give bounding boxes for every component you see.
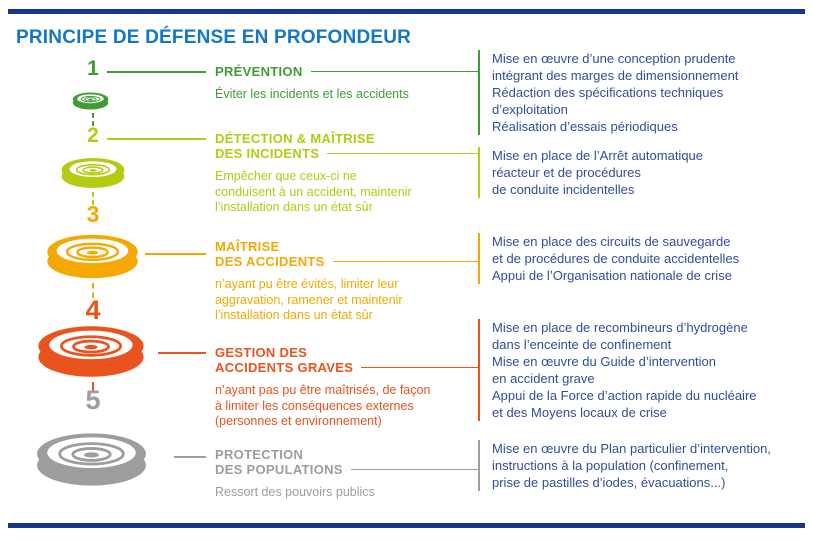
measure-line: et des Moyens locaux de crise: [492, 405, 667, 420]
level-3-title: MAÎTRISE: [215, 239, 280, 254]
level-2-measures: [478, 147, 804, 198]
level-2-number: 2: [87, 124, 99, 147]
measure-line: Appui de l’Organisation nationale de crise: [492, 268, 732, 283]
level-2-trailing-line: [327, 153, 478, 154]
measure-line: Mise en œuvre du Guide d’intervention: [492, 354, 717, 369]
level-5-title: PROTECTION: [215, 447, 304, 462]
measure-line: en accident grave: [492, 371, 595, 386]
level-2-title-line2: DES INCIDENTS: [215, 146, 320, 161]
level-4-label: [215, 345, 478, 430]
level-5-label: [215, 447, 478, 501]
measure-line: dans l’enceinte de confinement: [492, 337, 672, 352]
level-2-desc: Empêcher que ceux-ci ne: [215, 169, 357, 183]
level-4-measures: [478, 319, 804, 421]
level-4-title: GESTION DES: [215, 345, 308, 360]
level-5-connector-line: [174, 456, 206, 458]
level-3-trailing-line: [333, 261, 478, 262]
level-2-connector-line: [107, 138, 206, 140]
level-5-number: 5: [85, 385, 101, 415]
level-2-desc: l’installation dans un état sûr: [215, 200, 373, 214]
measure-line: Mise en œuvre du Plan particulier d’intervention,: [492, 441, 771, 456]
measure-line: Appui de la Force d’action rapide du nucléaire: [492, 388, 757, 403]
measure-line: d’exploitation: [492, 102, 568, 117]
level-1-title: PRÉVENTION: [215, 64, 303, 79]
measure-line: réacteur et de procédures: [492, 165, 641, 180]
measure-line: de conduite incidentelles: [492, 182, 635, 197]
level-4-trailing-line: [361, 367, 478, 368]
top-divider-bar: [8, 9, 805, 14]
measure-line: Réalisation d’essais périodiques: [492, 119, 678, 134]
measure-line: et de procédures de conduite accidentelles: [492, 251, 740, 266]
level-5-measures: [478, 440, 804, 491]
page-title: PRINCIPE DE DÉFENSE EN PROFONDEUR: [16, 27, 412, 48]
level-4-desc: (personnes et environnement): [215, 414, 382, 428]
measure-line: Mise en place des circuits de sauvegarde: [492, 234, 731, 249]
level-3-number: 3: [86, 201, 100, 227]
level-2-desc: conduisent à un accident, maintenir: [215, 184, 412, 199]
level-1-connector-line: [107, 71, 206, 73]
level-3-label: [215, 239, 478, 324]
level-2-label: [215, 131, 478, 216]
measure-line: Mise en place de recombineurs d’hydrogène: [492, 320, 748, 335]
level-5-title-line2: DES POPULATIONS: [215, 462, 343, 477]
measure-line: Mise en œuvre d’une conception prudente: [492, 51, 736, 66]
level-3-measures: [478, 233, 804, 284]
measure-line: prise de pastilles d’iodes, évacuations...): [492, 475, 726, 490]
measure-line: intégrant des marges de dimensionnement: [492, 68, 739, 83]
measure-line: Rédaction des spécifications techniques: [492, 85, 724, 100]
level-4-disc-icon: [30, 323, 152, 380]
measure-line: instructions à la population (confinement,: [492, 458, 729, 473]
level-1-disc-icon: [72, 91, 109, 111]
level-3-connector-line: [145, 253, 206, 255]
level-4-title-line2: ACCIDENTS GRAVES: [215, 360, 354, 375]
level-2-title: DÉTECTION & MAÎTRISE: [215, 131, 375, 146]
measure-line: Mise en place de l’Arrêt automatique: [492, 148, 704, 163]
level-4-desc: à limiter les conséquences externes: [215, 398, 414, 413]
level-3-title-line2: DES ACCIDENTS: [215, 254, 325, 269]
level-5-trailing-line: [351, 469, 478, 470]
level-4-number: 4: [85, 295, 101, 325]
level-5-disc-icon: [15, 430, 168, 489]
level-3-desc: l’installation dans un état sûr: [215, 308, 373, 322]
level-3-desc: n’ayant pu être évités, limiter leur: [215, 277, 399, 291]
level-1-desc: Éviter les incidents et les accidents: [215, 87, 409, 101]
level-3-desc: aggravation, ramener et maintenir: [215, 292, 403, 307]
level-4-desc: n’ayant pas pu être maîtrisés, de façon: [215, 383, 431, 397]
bottom-divider-bar: [8, 523, 805, 528]
level-5-desc: Ressort des pouvoirs publics: [215, 485, 375, 499]
level-3-disc-icon: [45, 232, 140, 281]
level-1-trailing-line: [311, 71, 478, 72]
level-2-disc-icon: [60, 156, 126, 190]
level-1-number: 1: [87, 57, 99, 80]
level-1-label: [215, 64, 478, 103]
level-1-measures: [478, 50, 804, 135]
level-4-connector-line: [158, 352, 206, 354]
